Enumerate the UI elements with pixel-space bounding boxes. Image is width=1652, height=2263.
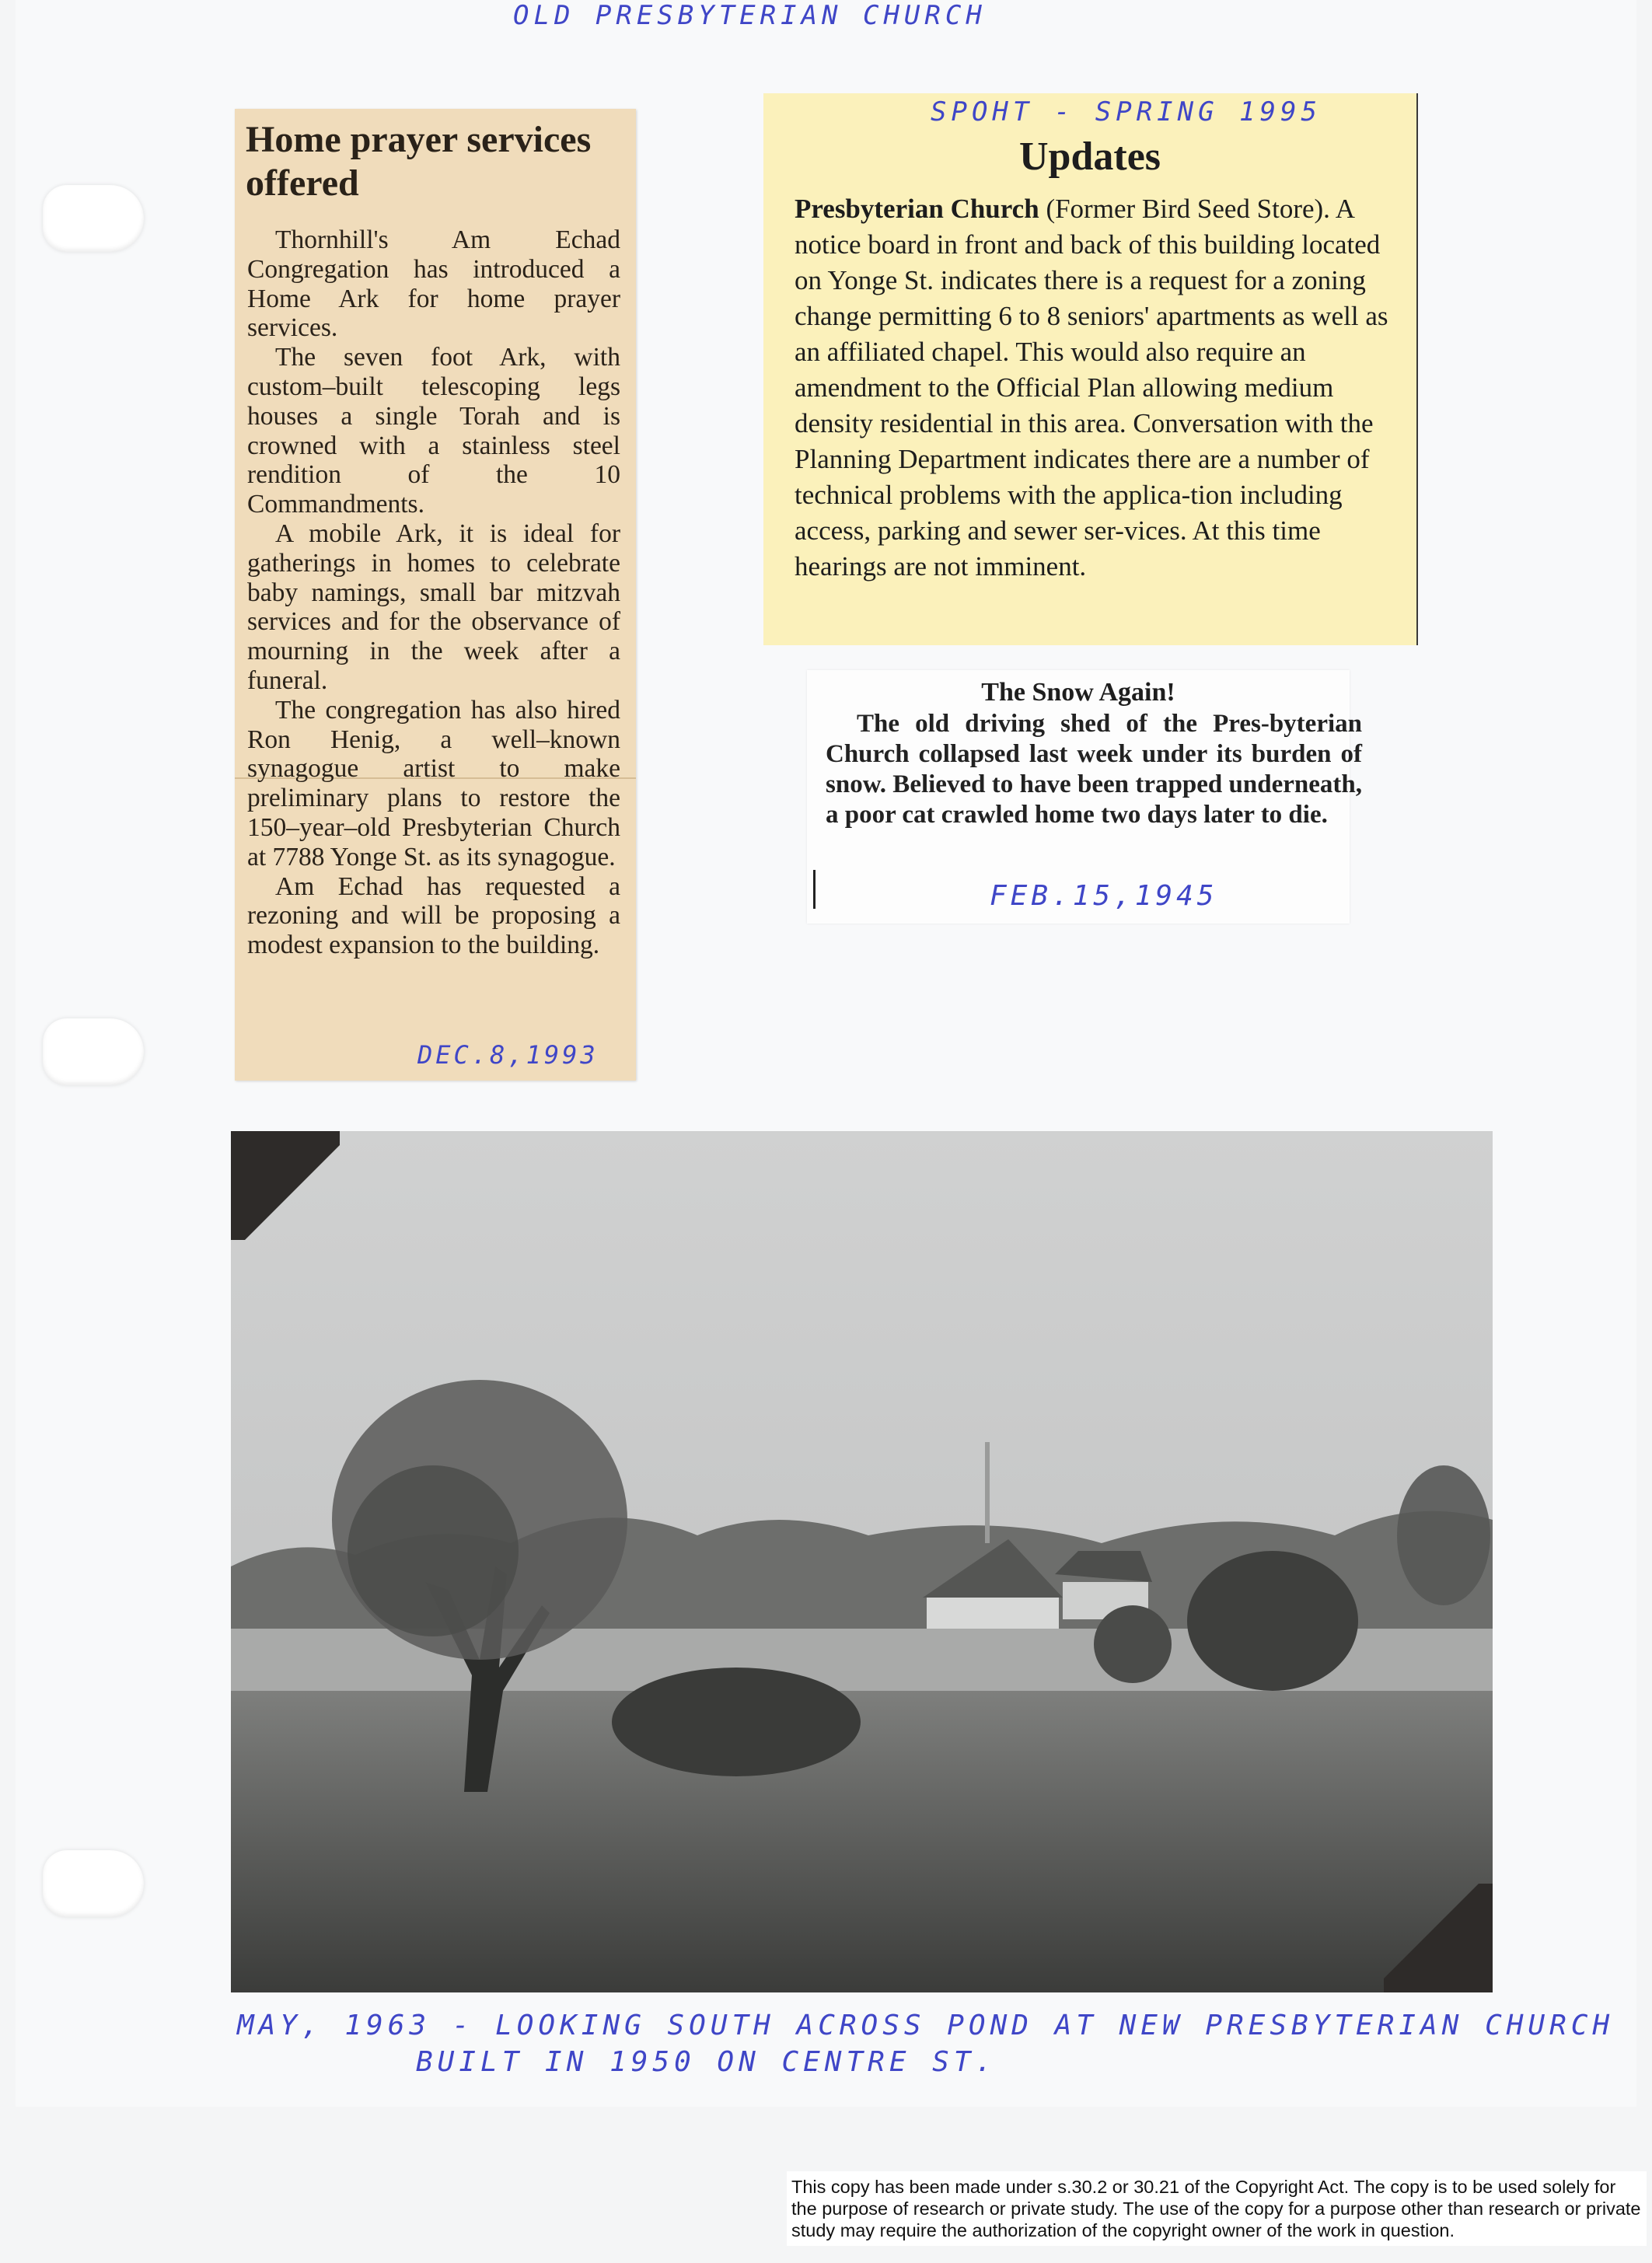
page-title: OLD PRESBYTERIAN CHURCH	[513, 0, 987, 31]
clipping-home-prayer	[235, 109, 636, 1081]
photo-church-pond	[231, 1131, 1493, 1992]
clipping-snow	[807, 670, 1362, 924]
clipping-paragraph: Am Echad has requested a rezoning and will be proposing a modest expansion to the building.	[247, 871, 620, 960]
punch-hole	[43, 185, 144, 252]
handwritten-date: DEC.8,1993	[417, 1040, 599, 1070]
clipping-paragraph: The seven foot Ark, with custom–built telescoping legs houses a single Torah and is crowned with a stainless steel rendition of the 10 Commandments.	[247, 343, 620, 519]
clipping-lead: Presbyterian Church	[795, 194, 1039, 224]
punch-hole	[43, 1850, 144, 1917]
clipping-headline: Home prayer services offered	[246, 119, 592, 204]
clipping-updates	[763, 93, 1418, 645]
photo-caption: MAY, 1963 - LOOKING SOUTH ACROSS POND AT NEW PRESBYTERIAN CHURCH	[237, 2010, 1615, 2041]
landscape-photo	[231, 1131, 1493, 1992]
handwritten-source-note: SPOHT - SPRING 1995	[931, 96, 1322, 127]
handwritten-date: FEB.15,1945	[990, 880, 1218, 912]
margin-mark	[813, 870, 816, 909]
punch-hole	[43, 1018, 144, 1085]
photo-caption: BUILT IN 1950 ON CENTRE ST.	[416, 2046, 997, 2078]
clipping-paragraph: A mobile Ark, it is ideal for gatherings in homes to celebrate baby namings, small bar mitzvah services and for the observance of mourning in the week after a funeral.	[247, 519, 620, 695]
clipping-body	[247, 225, 620, 960]
clipping-headline: Updates	[1018, 134, 1161, 179]
photo-corner-mount	[231, 1131, 340, 1240]
copyright-notice: This copy has been made under s.30.2 or 30.21 of the Copyright Act. The copy is to be used solely for the purpose of research or private study. The use of the copy for a purpose other than research or private study may require the authorization of the copyright owner of the work in question.	[787, 2171, 1647, 2246]
clipping-body: The old driving shed of the Pres-byterian Church collapsed last week under its burden of snow. Believed to have been trapped underneath, a poor cat crawled home two days later to die.	[826, 710, 1362, 829]
clipping-paragraph: The congregation has also hired Ron Henig, a well–known synagogue artist to make preliminary plans to restore the 150–year–old Presbyterian Church at 7788 Yonge St. as its synagogue.	[247, 695, 620, 871]
clipping-text: (Former Bird Seed Store). A notice board in front and back of this building located on Yonge St. indicates there is a request for a zoning change permitting 6 to 8 seniors' apartments as well as an affiliated chapel. This would also require an amendment to the Official Plan allowing medium density residential in this area. Conversation with the Planning Department indicates there are a number of technical problems with the applica-tion including access, parking and sewer ser-vices. At this time hearings are not imminent.	[795, 194, 1388, 581]
clipping-headline: The Snow Again!	[981, 678, 1175, 707]
clipping-body	[795, 191, 1401, 585]
photo-corner-mount	[1384, 1884, 1493, 1992]
clipping-paragraph: Thornhill's Am Echad Congregation has introduced a Home Ark for home prayer services.	[247, 225, 620, 343]
